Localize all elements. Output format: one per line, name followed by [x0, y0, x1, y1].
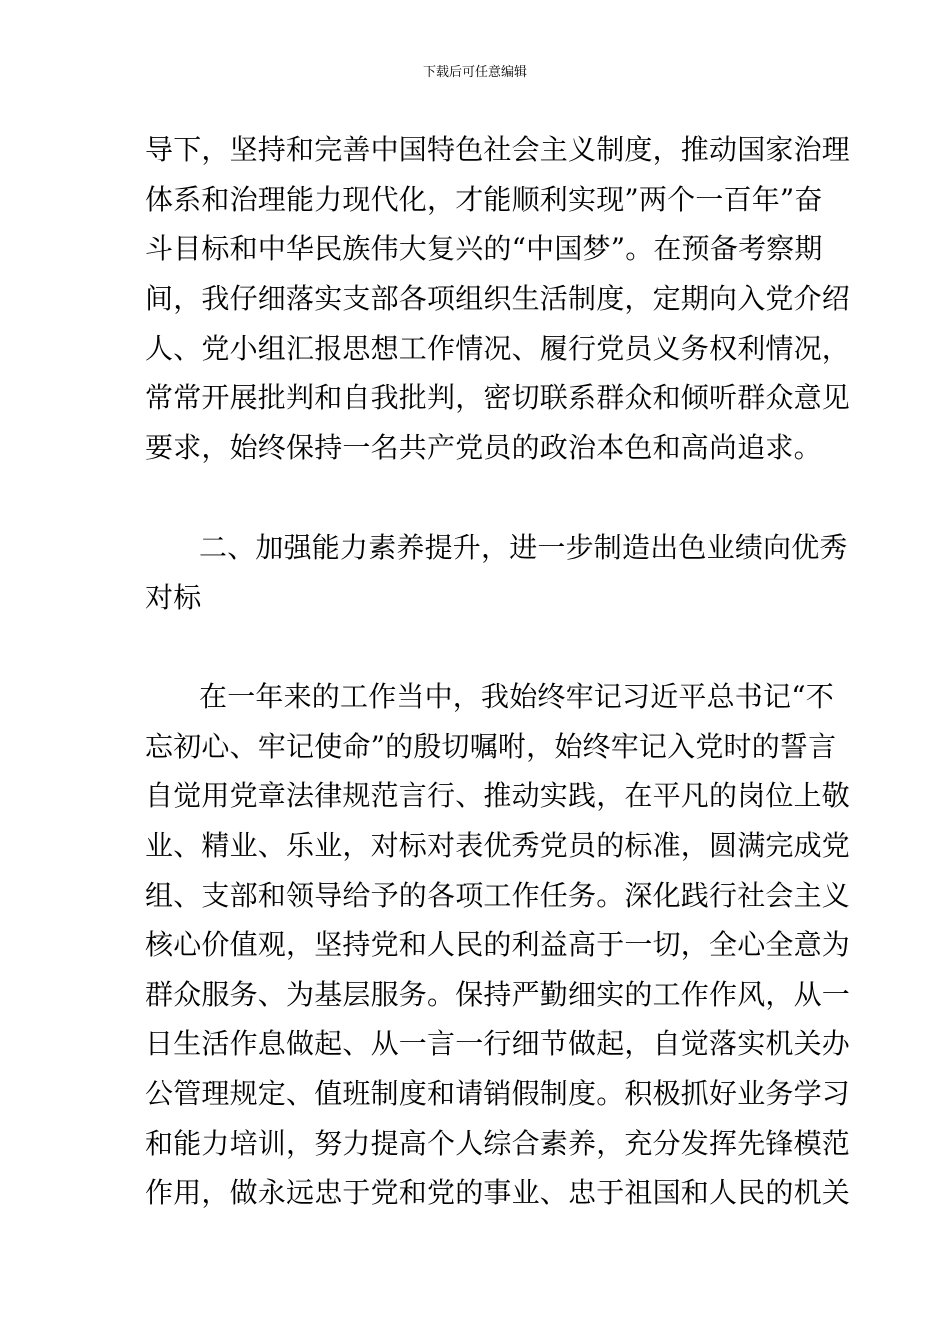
paragraph-line: 常常开展批判和自我批判，密切联系群众和倾听群众意见: [145, 381, 851, 414]
page-header: 下载后可任意编辑: [422, 65, 527, 80]
paragraph-line: 人、党小组汇报思想工作情况、履行党员义务权利情况，: [145, 332, 851, 365]
paragraph-line: 间，我仔细落实支部各项组织生活制度，定期向入党介绍: [145, 282, 851, 315]
paragraph-line: 要求，始终保持一名共产党员的政治本色和高尚追求。: [145, 431, 822, 464]
paragraph-line: 日生活作息做起、从一言一行细节做起，自觉落实机关办: [145, 1027, 851, 1060]
paragraph-line: 组、支部和领导给予的各项工作任务。深化践行社会主义: [145, 879, 851, 912]
heading-line: 二、加强能力素养提升，进一步制造出色业绩向优秀: [199, 531, 848, 564]
paragraph-line: 斗目标和中华民族伟大复兴的“中国梦”。在预备考察期: [145, 232, 823, 265]
paragraph-line: 群众服务、为基层服务。保持严勤细实的工作作风，从一: [145, 978, 851, 1011]
paragraph-line: 核心价值观，坚持党和人民的利益高于一切，全心全意为: [145, 928, 851, 961]
heading-line: 对标: [145, 581, 202, 614]
paragraph-line: 作用，做永远忠于党和党的事业、忠于祖国和人民的机关: [145, 1176, 851, 1209]
paragraph-line: 忘初心、牢记使命”的殷切嘱咐，始终牢记入党时的誓言: [145, 730, 837, 763]
paragraph-line: 导下，坚持和完善中国特色社会主义制度，推动国家治理: [145, 133, 851, 166]
paragraph-line: 自觉用党章法律规范言行、推动实践，在平凡的岗位上敬: [145, 779, 851, 812]
paragraph-line: 公管理规定、值班制度和请销假制度。积极抓好业务学习: [145, 1077, 851, 1110]
paragraph-line: 和能力培训，努力提高个人综合素养，充分发挥先锋模范: [145, 1127, 851, 1160]
paragraph-line: 业、精业、乐业，对标对表优秀党员的标准，圆满完成党: [145, 829, 851, 862]
paragraph-line: 体系和治理能力现代化，才能顺利实现”两个一百年”奋: [145, 183, 823, 216]
paragraph-line: 在一年来的工作当中，我始终牢记习近平总书记“不: [199, 680, 834, 713]
